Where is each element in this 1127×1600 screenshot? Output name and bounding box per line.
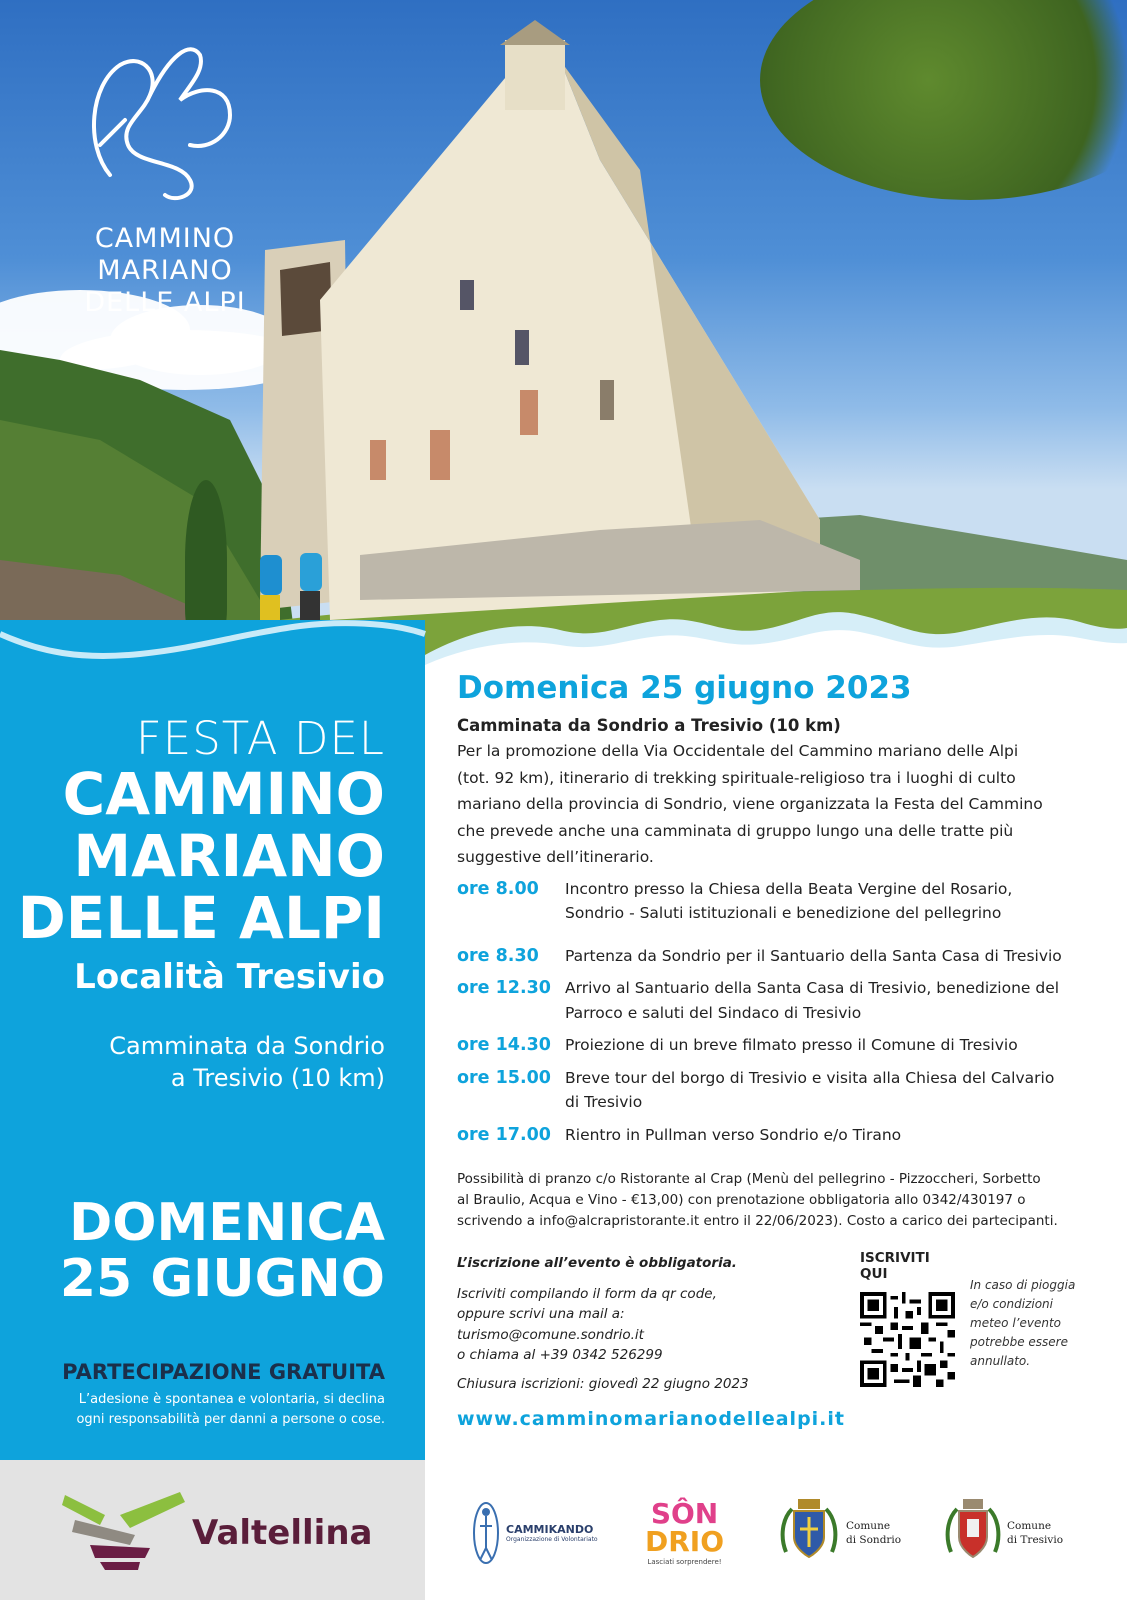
sondrio-logo — [645, 1490, 724, 1575]
event-date: Domenica 25 giugno 2023 — [457, 670, 912, 706]
qr-block — [860, 1250, 960, 1387]
schedule-time: ore 8.00 — [457, 878, 539, 899]
cammikando-logo — [470, 1490, 598, 1575]
schedule-desc-line: Incontro presso la Chiesa della Beata Vergine del Rosario, — [565, 879, 1013, 898]
weather-note-line: meteo l’evento — [970, 1316, 1061, 1330]
cammino-logo — [75, 25, 255, 319]
big-date — [60, 1195, 385, 1307]
registration-closing: Chiusura iscrizioni: giovedì 22 giugno 2023 — [457, 1375, 749, 1392]
schedule-row — [457, 1033, 1087, 1058]
intro-line: Per la promozione della Via Occidentale del Cammino mariano delle Alpi — [457, 742, 1019, 760]
schedule-desc-line: Rientro in Pullman verso Sondrio e/o Tirano — [565, 1125, 902, 1144]
schedule-desc-line: Partenza da Sondrio per il Santuario della Santa Casa di Tresivio — [565, 946, 1062, 965]
valtellina-wordmark: Valtellina — [192, 1513, 373, 1553]
registration-line: oppure scrivi una mail a: — [457, 1306, 625, 1322]
tresivio-crest-icon — [945, 1497, 1001, 1569]
cammikando-label: CAMMIKANDO — [506, 1522, 594, 1536]
free-participation: PARTECIPAZIONE GRATUITA — [62, 1360, 385, 1384]
schedule-row — [457, 1123, 1087, 1148]
big-date-line: DOMENICA — [69, 1193, 385, 1253]
schedule-desc — [565, 877, 1087, 926]
registration-phone[interactable]: o chiama al +39 0342 526299 — [457, 1347, 663, 1363]
cammikando-sub: Organizzazione di Volontariato — [506, 1535, 598, 1543]
valtellina-logo-icon — [60, 1490, 190, 1575]
website-link[interactable]: www.camminomarianodellealpi.it — [457, 1408, 845, 1430]
event-title — [17, 760, 385, 952]
weather-note-line: e/o condizioni — [970, 1297, 1053, 1311]
comune-line: di Tresivio — [1007, 1533, 1064, 1546]
schedule-desc — [565, 1123, 1087, 1148]
qr-code-icon[interactable] — [860, 1292, 955, 1387]
schedule-desc — [565, 976, 1087, 1025]
comune-sondrio-logo — [778, 1490, 901, 1575]
lunch-line: scrivendo a info@alcrapristorante.it entro il 22/06/2023). Costo a carico dei partecipanti. — [457, 1213, 1058, 1229]
logo-line: DELLE ALPI — [84, 287, 246, 318]
sondrio-logo-top: SÔN — [650, 1496, 719, 1530]
disclaimer-line: ogni responsabilità per danni a persone o cose. — [76, 1412, 385, 1427]
sondrio-logo-bottom: DRIO — [645, 1524, 725, 1558]
cammino-logo-mark — [80, 25, 240, 215]
schedule-time: ore 15.00 — [457, 1067, 551, 1088]
schedule-time: ore 8.30 — [457, 945, 539, 966]
comune-line: Comune — [1007, 1519, 1052, 1532]
schedule — [457, 877, 1087, 1148]
lunch-line: Possibilità di pranzo c/o Ristorante al Crap (Menù del pellegrino - Pizzoccheri, Sorbetto — [457, 1171, 1041, 1187]
lunch-info — [457, 1169, 1087, 1232]
registration-line: Iscriviti compilando il form da qr code, — [457, 1285, 717, 1302]
sondrio-tagline: Lasciati sorprendere! — [647, 1557, 722, 1566]
logo-line: CAMMINO — [94, 223, 236, 254]
registration-info — [457, 1253, 837, 1394]
schedule-desc-line: Proiezione di un breve filmato presso il Comune di Tresivio — [565, 1036, 1018, 1054]
intro-line: suggestive dell’itinerario. — [457, 848, 654, 866]
walk-subtitle — [109, 1030, 385, 1094]
sondrio-crest-icon — [778, 1497, 840, 1569]
event-title-line: CAMMINO — [62, 760, 385, 828]
weather-note-line: annullato. — [970, 1354, 1031, 1368]
schedule-desc — [565, 1066, 1087, 1115]
schedule-row — [457, 877, 1087, 926]
intro-paragraph — [457, 738, 1087, 871]
logo-wordmark — [75, 223, 255, 319]
location-heading: Località Tresivio — [74, 957, 385, 997]
intro-line: (tot. 92 km), itinerario di trekking spirituale-religioso tra i luoghi di culto — [457, 768, 1016, 787]
comune-line: Comune — [846, 1519, 891, 1532]
schedule-desc — [565, 944, 1087, 969]
lunch-line: al Braulio, Acqua e Vino - €13,00) con prenotazione obbligatoria allo 0342/430197 o — [457, 1192, 1026, 1208]
weather-note-line: potrebbe essere — [970, 1335, 1068, 1349]
schedule-desc-line: Sondrio - Saluti istituzionali e benedizione del pellegrino — [565, 904, 1002, 922]
schedule-desc-line: di Tresivio — [565, 1093, 643, 1111]
weather-note-line: In caso di pioggia — [970, 1278, 1076, 1292]
schedule-row — [457, 944, 1087, 969]
event-details — [457, 670, 1087, 1232]
comune-line: di Sondrio — [846, 1533, 902, 1546]
qr-title: ISCRIVITI QUI — [860, 1250, 930, 1282]
schedule-time: ore 17.00 — [457, 1124, 551, 1145]
walk-subtitle-line: Camminata da Sondrio — [109, 1032, 385, 1060]
event-title-line: MARIANO — [73, 822, 385, 890]
schedule-time: ore 14.30 — [457, 1035, 551, 1055]
walk-subtitle-line: a Tresivio (10 km) — [170, 1064, 385, 1092]
schedule-desc — [565, 1033, 1087, 1058]
schedule-time: ore 12.30 — [457, 978, 551, 998]
schedule-desc-line: Parroco e saluti del Sindaco di Tresivio — [565, 1003, 862, 1022]
disclaimer-line: L’adesione è spontanea e volontaria, si declina — [78, 1392, 385, 1407]
comune-sondrio-label — [846, 1519, 901, 1547]
big-date-line: 25 GIUGNO — [59, 1249, 385, 1309]
schedule-row — [457, 976, 1087, 1025]
comune-tresivio-label — [1007, 1519, 1063, 1547]
pilgrim-icon — [470, 1498, 502, 1568]
logo-line: MARIANO — [97, 255, 233, 286]
schedule-desc-line: Breve tour del borgo di Tresivio e visita alla Chiesa del Calvario — [565, 1068, 1055, 1087]
schedule-row — [457, 1066, 1087, 1115]
walk-heading: Camminata da Sondrio a Tresivio (10 km) — [457, 716, 841, 735]
schedule-desc-line: Arrivo al Santuario della Santa Casa di Tresivio, benedizione del — [565, 979, 1060, 997]
comune-tresivio-logo — [945, 1490, 1063, 1575]
event-title-line: DELLE ALPI — [17, 884, 385, 952]
intro-line: che prevede anche una camminata di gruppo lungo una delle tratte più — [457, 821, 1014, 840]
weather-note — [970, 1276, 1080, 1371]
festa-del-heading: FESTA DEL — [135, 712, 385, 765]
registration-email-link[interactable]: turismo@comune.sondrio.it — [457, 1326, 644, 1343]
intro-line: mariano della provincia di Sondrio, viene organizzata la Festa del Cammino — [457, 795, 1043, 813]
left-info-panel — [0, 620, 425, 1460]
registration-required: L’iscrizione all’evento è obbligatoria. — [457, 1255, 737, 1271]
disclaimer — [76, 1390, 385, 1430]
